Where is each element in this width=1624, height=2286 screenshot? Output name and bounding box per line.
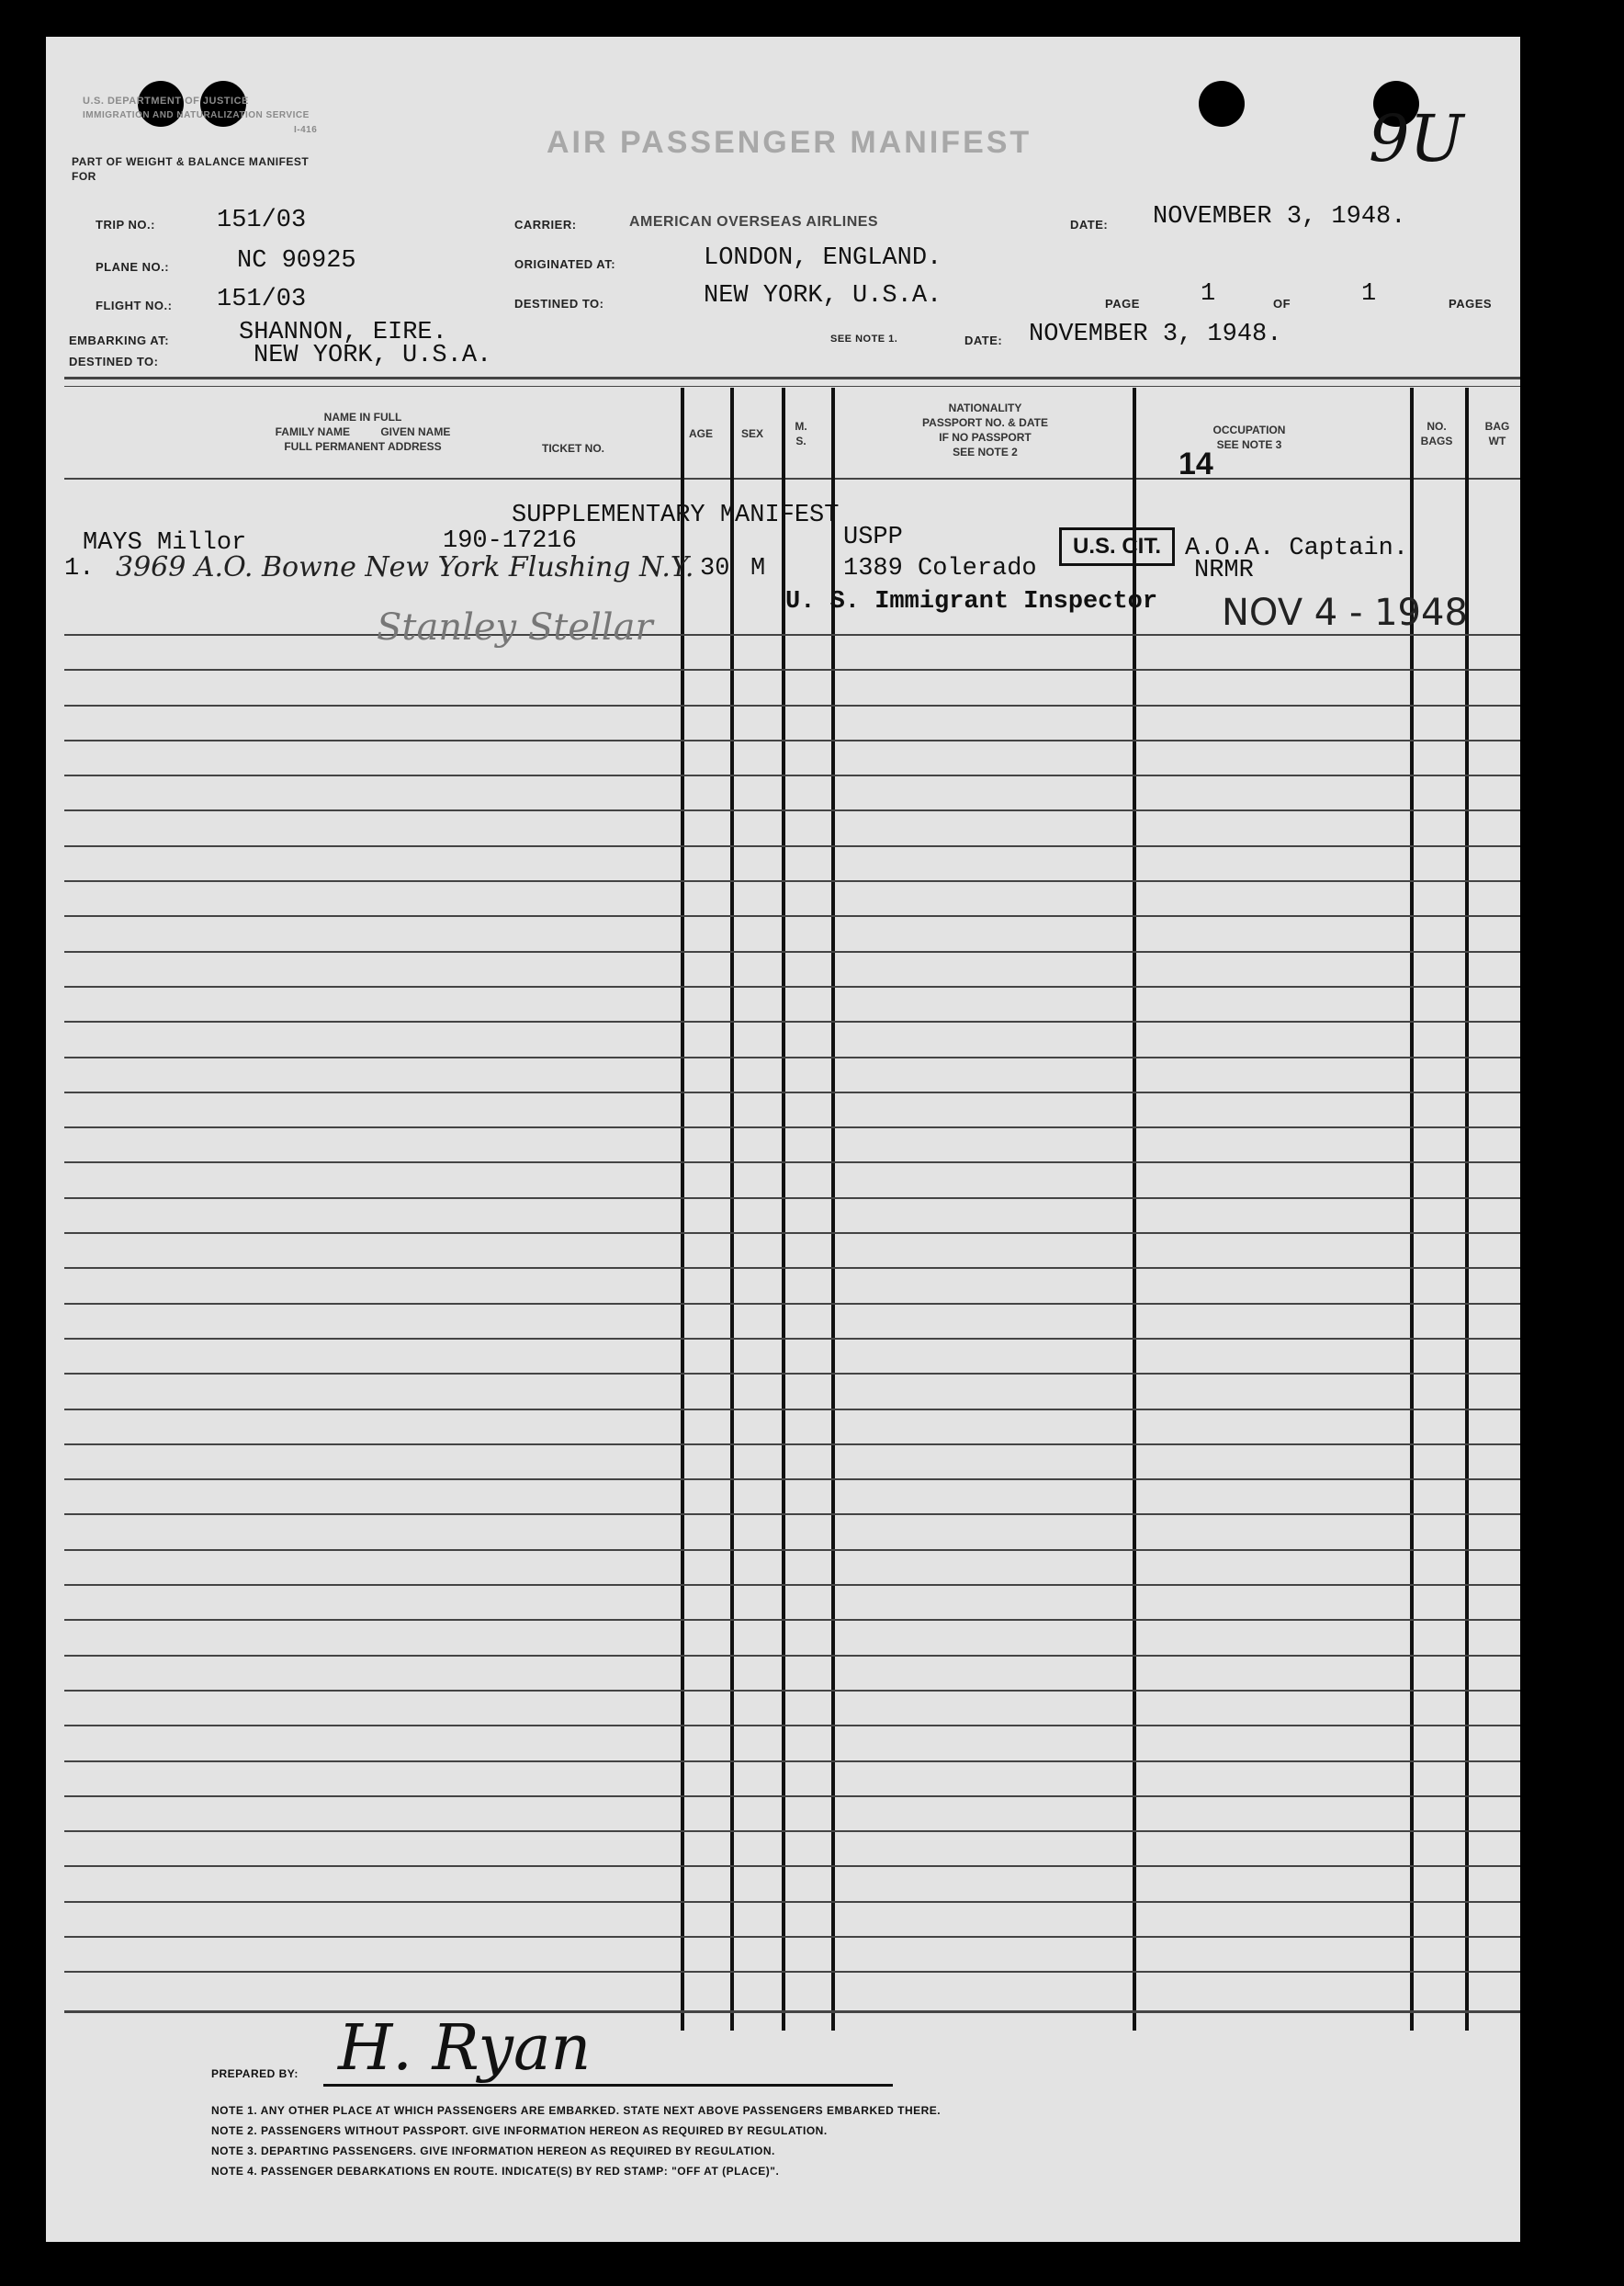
embarking-label: EMBARKING AT: [69, 334, 170, 347]
row-rule [64, 669, 1520, 671]
row-rule [64, 1549, 1520, 1551]
row-rule [64, 1478, 1520, 1480]
row-rule [64, 1267, 1520, 1269]
col-wt-line2: WT [1488, 435, 1506, 447]
row-rule [64, 951, 1520, 953]
passenger-address: 3969 A.O. Bowne New York Flushing N.Y. [116, 551, 694, 583]
destined-value: NEW YORK, U.S.A. [704, 282, 942, 310]
count-mark: 14 [1179, 447, 1213, 481]
prepared-signature: H. Ryan [338, 2012, 592, 2085]
row-rule [64, 1725, 1520, 1726]
destined-label: DESTINED TO: [514, 297, 604, 311]
col-bags-line2: BAGS [1420, 435, 1453, 447]
row-rule [64, 1338, 1520, 1340]
row-rule [64, 880, 1520, 882]
col-ticket-header: TICKET NO. [542, 442, 604, 455]
col-age-header: AGE [689, 427, 714, 440]
note-4: NOTE 4. PASSENGER DEBARKATIONS EN ROUTE. INDICATE(S) BY RED STAMP: "OFF AT (PLACE)". [211, 2165, 780, 2178]
trip-value: 151/03 [217, 207, 307, 234]
see-note-label: SEE NOTE 1. [830, 334, 898, 345]
col-nat-line1: NATIONALITY [948, 402, 1022, 414]
col-name-line2: FAMILY NAME GIVEN NAME [275, 425, 451, 438]
row-rule [64, 1795, 1520, 1797]
row-rule [64, 809, 1520, 811]
col-bags-header [1418, 419, 1455, 448]
carrier-label: CARRIER: [514, 218, 577, 232]
carrier-value: AMERICAN OVERSEAS AIRLINES [629, 214, 879, 230]
col-ms-line2: S. [795, 435, 806, 447]
row-rule [64, 1197, 1520, 1199]
row-rule [64, 634, 1520, 636]
note-1: NOTE 1. ANY OTHER PLACE AT WHICH PASSENGERS ARE EMBARKED. STATE NEXT ABOVE PASSENGERS EMBARKED THERE. [211, 2104, 942, 2117]
supplementary-heading: SUPPLEMENTARY MANIFEST [512, 502, 840, 529]
of-label: OF [1273, 297, 1291, 311]
flight-value: 151/03 [217, 286, 307, 313]
row-rule [64, 1161, 1520, 1163]
row-rule [64, 845, 1520, 847]
row-rule [64, 915, 1520, 917]
col-name-line1: NAME IN FULL [323, 411, 402, 424]
passenger-age: 30 [700, 555, 730, 583]
row-rule [64, 740, 1520, 741]
originated-label: ORIGINATED AT: [514, 257, 616, 271]
col-nat-line3: IF NO PASSPORT [939, 431, 1032, 444]
date2-value: NOVEMBER 3, 1948. [1029, 321, 1282, 348]
col-weight-header [1479, 419, 1516, 448]
row-rule [64, 1021, 1520, 1023]
row-rule [64, 1655, 1520, 1657]
agency-subname: IMMIGRATION AND NATURALIZATION SERVICE [83, 110, 310, 120]
col-nat-line4: SEE NOTE 2 [953, 446, 1018, 458]
col-occupation-header [1139, 423, 1359, 452]
occupation: A.O.A. Captain. [1185, 535, 1409, 562]
page-label: PAGE [1105, 297, 1140, 311]
row-rule [64, 1443, 1520, 1445]
row-rule [64, 1232, 1520, 1234]
row-rule [64, 705, 1520, 707]
row-rule [64, 1126, 1520, 1128]
header-rule [64, 377, 1520, 379]
row-rule [64, 1057, 1520, 1058]
form-title: AIR PASSENGER MANIFEST [547, 125, 1032, 160]
row-number: 1. [64, 555, 95, 583]
passport-type: USPP [843, 524, 903, 551]
passenger-name: MAYS Millor [83, 529, 247, 557]
date-label: DATE: [1070, 218, 1109, 232]
col-occ-line1: OCCUPATION [1212, 424, 1286, 436]
col-nationality-header [836, 401, 1134, 459]
of-value: 1 [1361, 280, 1377, 308]
inspector-title: U. S. Immigrant Inspector [785, 588, 1158, 616]
inspection-date-stamp: NOV 4 - 1948 [1222, 592, 1468, 634]
row-rule [64, 1901, 1520, 1903]
row-rule [64, 1690, 1520, 1692]
manifest-page [46, 37, 1520, 2242]
col-occ-line2: SEE NOTE 3 [1216, 438, 1282, 451]
row-rule [64, 1830, 1520, 1832]
row-rule [64, 1760, 1520, 1762]
note-2: NOTE 2. PASSENGERS WITHOUT PASSPORT. GIVE INFORMATION HEREON AS REQUIRED BY REGULATION. [211, 2124, 828, 2137]
occupation-second-line: NRMR [1194, 557, 1254, 584]
col-ms-line1: M. [795, 420, 807, 433]
row-rule [64, 986, 1520, 988]
flight-label: FLIGHT NO.: [96, 299, 173, 312]
row-rule [64, 1092, 1520, 1093]
agency-name: U.S. DEPARTMENT OF JUSTICE [83, 96, 249, 107]
row-rule [64, 1865, 1520, 1867]
destined2-value: NEW YORK, U.S.A. [254, 342, 492, 369]
page-value: 1 [1201, 280, 1216, 308]
plane-value: NC 90925 [237, 247, 356, 275]
row-rule [64, 1971, 1520, 1973]
col-nat-line2: PASSPORT NO. & DATE [922, 416, 1048, 429]
destined2-label: DESTINED TO: [69, 355, 159, 368]
col-sex-header: SEX [741, 427, 764, 440]
prepared-label: PREPARED BY: [211, 2067, 299, 2080]
row-rule [64, 1303, 1520, 1305]
footer-rule [64, 2010, 1520, 2013]
corner-mark: 9U [1369, 101, 1464, 176]
col-name-line3: FULL PERMANENT ADDRESS [284, 440, 442, 453]
date2-label: DATE: [964, 334, 1003, 347]
embarking-value: SHANNON, EIRE. [239, 319, 447, 346]
col-name-header [165, 410, 560, 454]
inspector-signature: Stanley Stellar [377, 606, 653, 649]
row-rule [64, 1936, 1520, 1938]
trip-label: TRIP NO.: [96, 218, 155, 232]
row-rule [64, 1584, 1520, 1586]
passenger-sex: M [750, 555, 766, 583]
row-rule [64, 1619, 1520, 1621]
ticket-number: 190-17216 [443, 527, 577, 555]
originated-value: LONDON, ENGLAND. [704, 244, 942, 272]
row-rule [64, 1373, 1520, 1375]
citizen-stamp: U.S. CIT. [1059, 527, 1175, 566]
row-rule [64, 775, 1520, 776]
row-rule [64, 1513, 1520, 1515]
plane-label: PLANE NO.: [96, 260, 170, 274]
row-rule [64, 1409, 1520, 1410]
part-of-label: PART OF WEIGHT & BALANCE MANIFEST FOR [72, 155, 310, 183]
passport-detail: 1389 Colerado [843, 555, 1037, 583]
punch-hole [1199, 81, 1245, 127]
date-value: NOVEMBER 3, 1948. [1153, 203, 1406, 231]
header-rule [64, 386, 1520, 387]
col-bags-line1: NO. [1427, 420, 1447, 433]
column-header-rule [64, 478, 1520, 480]
col-wt-line1: BAG [1484, 420, 1510, 433]
pages-label: PAGES [1449, 297, 1493, 311]
col-ms-header [792, 419, 810, 448]
note-3: NOTE 3. DEPARTING PASSENGERS. GIVE INFORMATION HEREON AS REQUIRED BY REGULATION. [211, 2145, 775, 2157]
form-number: I-416 [294, 125, 318, 135]
